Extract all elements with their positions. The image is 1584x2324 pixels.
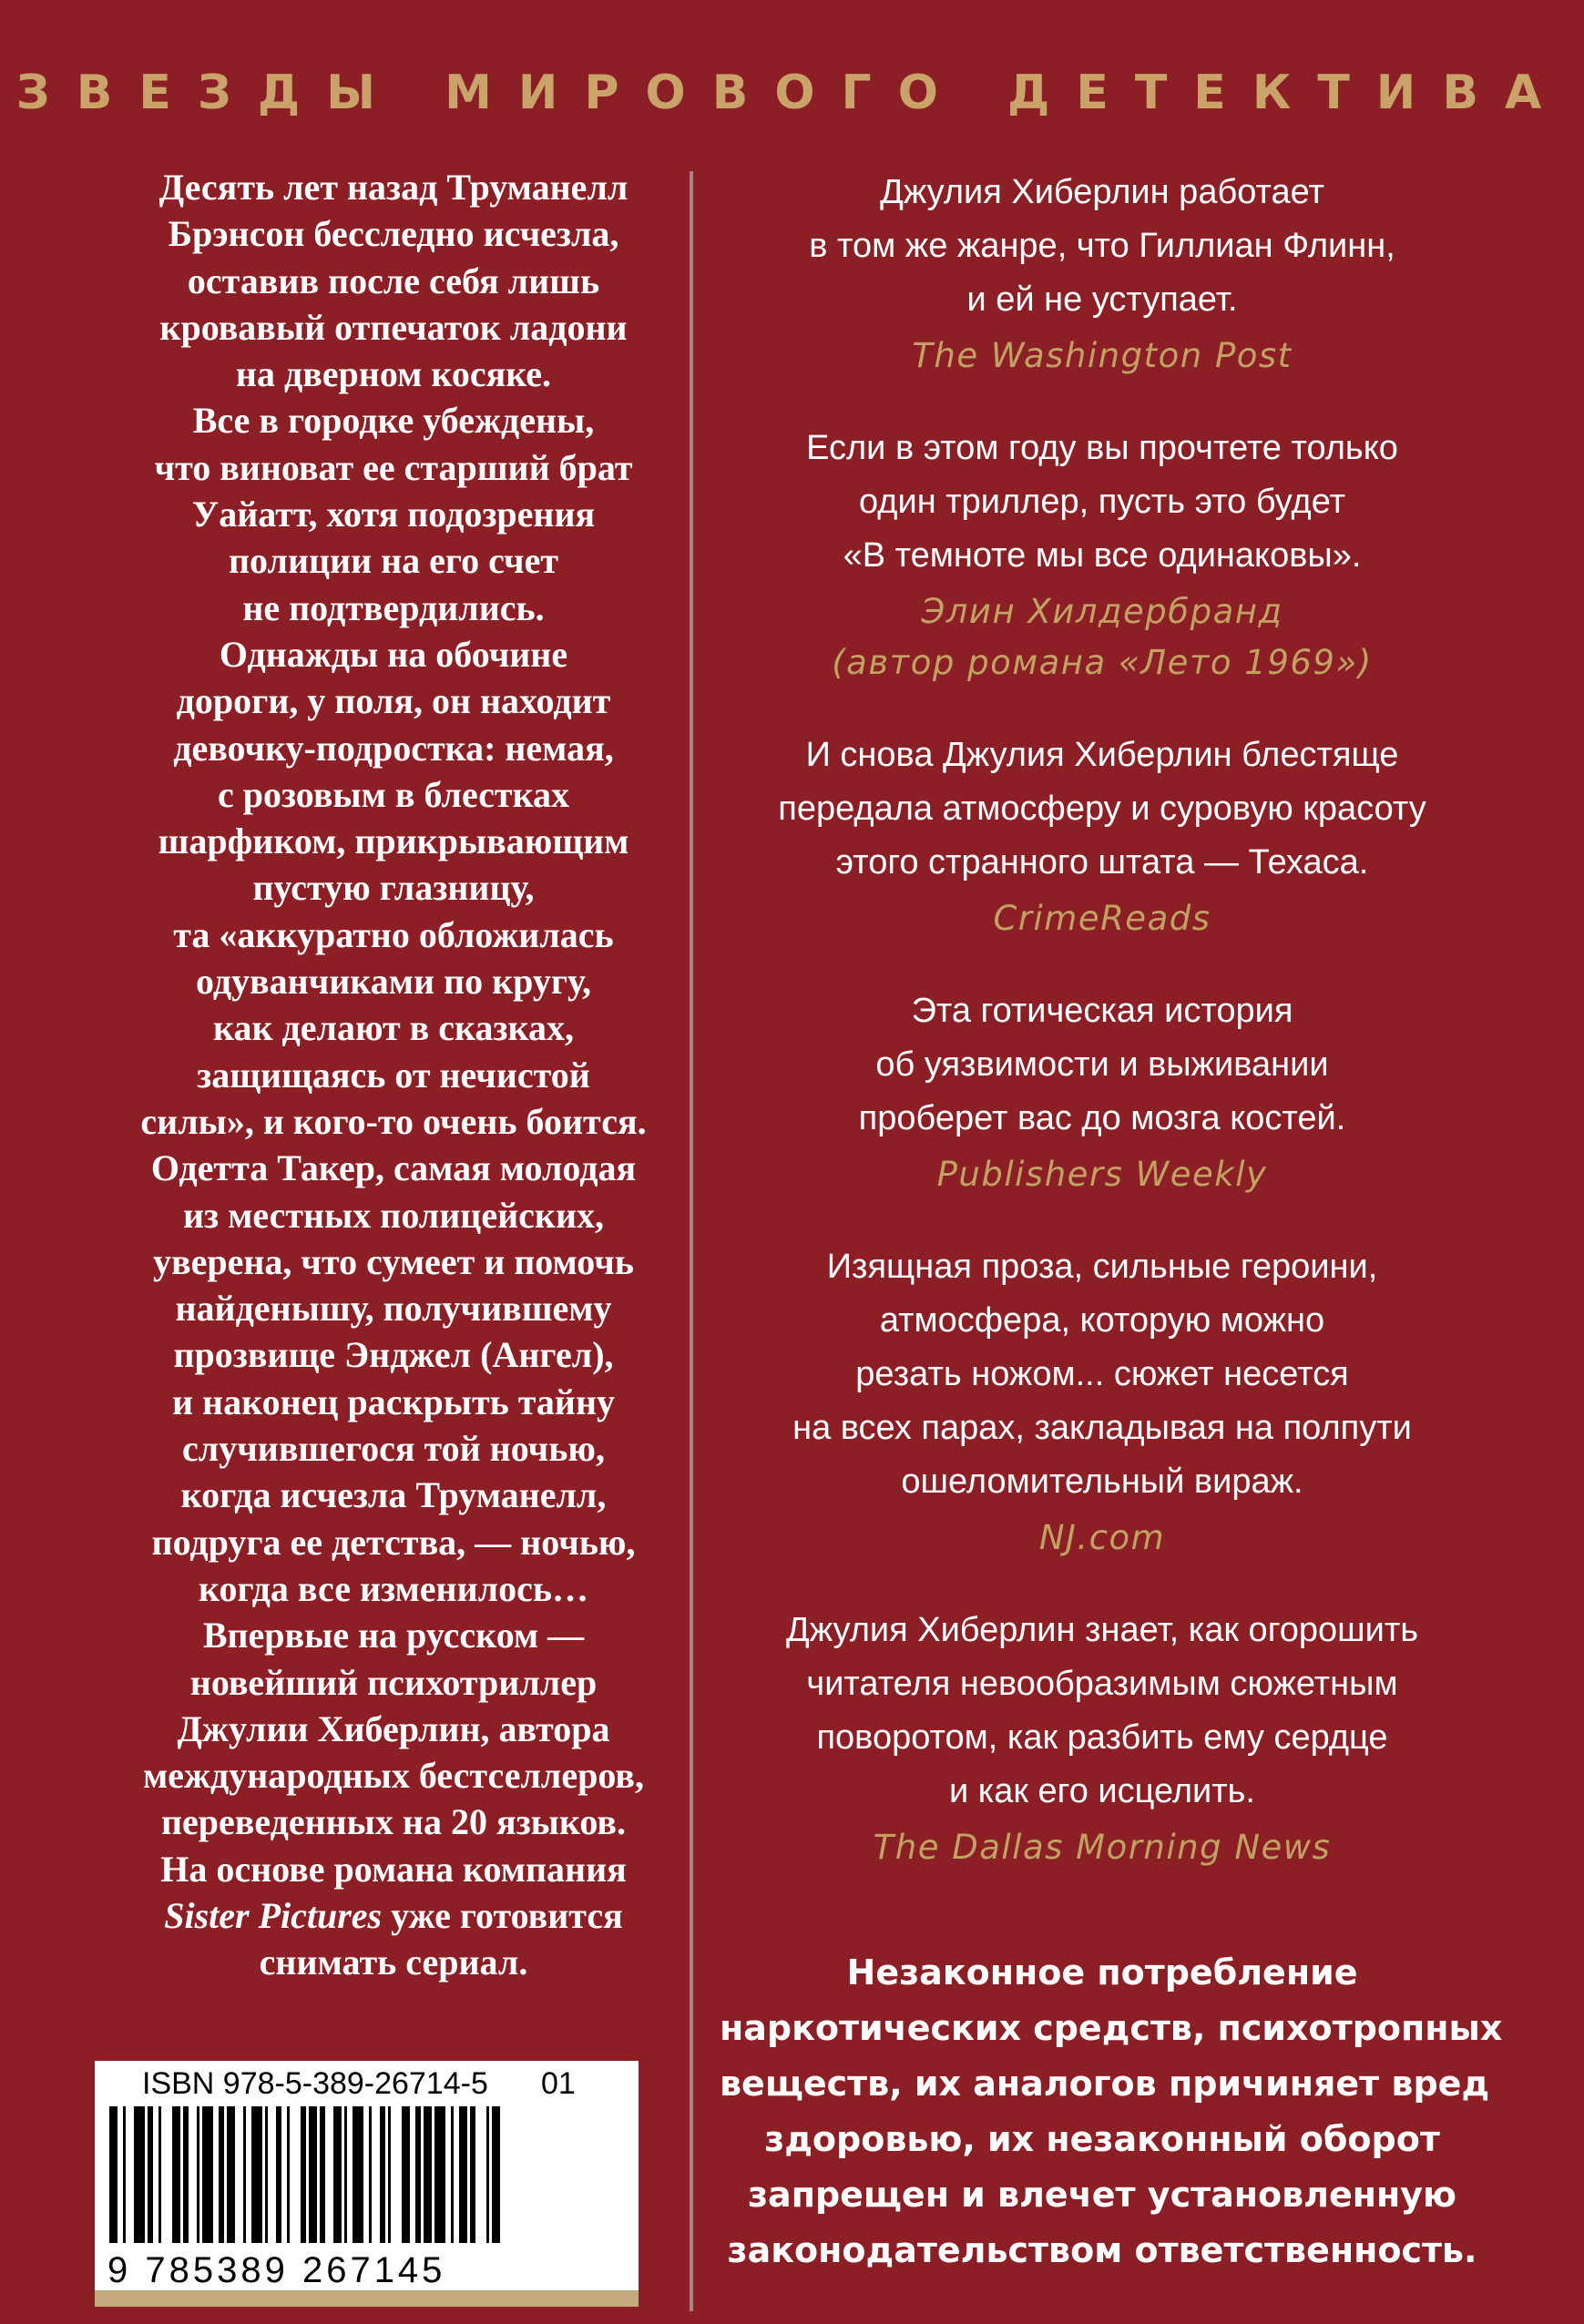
barcode-bar — [424, 2106, 432, 2243]
annotation-line: та «аккуратно обложилась — [173, 913, 614, 955]
barcode-bar — [388, 2106, 391, 2243]
barcode-bar — [451, 2106, 454, 2243]
book-annotation — [84, 164, 703, 1986]
annotation-line: что виноват ее старший брат — [154, 446, 633, 488]
barcode-bar — [309, 2106, 317, 2243]
annotation-line: защищаясь от нечистой — [197, 1054, 590, 1096]
review-block — [720, 166, 1485, 382]
annotation-line: переведенных на 20 языков. — [160, 1801, 627, 1843]
annotation-line: Брэнсон бесследно исчезла, — [168, 213, 619, 255]
warning-line: законодательством ответственность. — [727, 2230, 1477, 2270]
review-quote — [720, 422, 1485, 583]
review-line: Джулия Хиберлин знает, как огорошить — [785, 1611, 1419, 1649]
annotation-line: новейший психотриллер — [189, 1661, 598, 1703]
review-source-line: The Dallas Morning News — [873, 1828, 1332, 1867]
barcode-bar — [219, 2106, 224, 2243]
annotation-line: девочку-подростка: немая, — [173, 727, 614, 769]
barcode-bar — [148, 2106, 153, 2243]
barcode-bar — [202, 2106, 213, 2243]
review-line: передала атмосферу и суровую красоту — [778, 790, 1426, 828]
review-quote — [720, 984, 1485, 1146]
barcode-bar — [486, 2106, 489, 2243]
isbn-number: ISBN 978-5-389-26714-5 — [142, 2066, 488, 2101]
annotation-line: международных бестселлеров, — [143, 1755, 644, 1797]
review-block — [720, 1604, 1485, 1873]
barcode-bar — [123, 2106, 126, 2243]
barcode-bar — [109, 2106, 118, 2243]
annotation-line: случившегося той ночью, — [182, 1428, 605, 1470]
review-line: Эта готическая история — [911, 992, 1293, 1030]
barcode-bar — [243, 2106, 246, 2243]
review-source — [720, 1822, 1485, 1873]
annotation-line: кровавый отпечаток ладони — [159, 306, 628, 348]
annotation-line: силы», и кого-то очень боится. — [140, 1100, 647, 1142]
barcode-bar — [287, 2106, 290, 2243]
annotation-line — [84, 1892, 703, 1939]
review-block — [720, 984, 1485, 1200]
annotation-line: прозвище Энджел (Ангел), — [173, 1334, 614, 1376]
review-quote — [720, 1240, 1485, 1509]
review-line: один триллер, пусть это будет — [859, 483, 1345, 521]
warning-line: Незаконное потребление — [846, 1952, 1358, 1993]
review-block — [720, 1240, 1485, 1564]
annotation-line: Впервые на русском — — [202, 1615, 585, 1656]
review-source — [720, 1149, 1485, 1200]
barcode-bar — [265, 2106, 268, 2243]
review-source — [720, 331, 1485, 382]
review-source-line: (автор романа «Лето 1969») — [832, 643, 1373, 682]
review-quote — [720, 1604, 1485, 1819]
annotation-line: из местных полицейских, — [183, 1194, 604, 1236]
review-line: И снова Джулия Хиберлин блестяще — [805, 736, 1399, 774]
barcode-addon: 01 — [541, 2066, 576, 2101]
review-line: в том же жанре, что Гиллиан Флинн, — [809, 227, 1395, 265]
annotation-line: Джулии Хиберлин, автора — [177, 1707, 610, 1749]
review-line: Джулия Хиберлин работает — [880, 173, 1324, 211]
review-source-line: Publishers Weekly — [936, 1155, 1268, 1194]
review-line: поворотом, как разбить ему сердце — [816, 1718, 1388, 1757]
barcode-bar — [492, 2106, 500, 2243]
warning-line: веществ, их аналогов причиняет вред — [720, 2064, 1490, 2104]
annotation-line: уверена, что сумеет и помочь — [153, 1240, 634, 1282]
review-line: Если в этом году вы прочтете только — [806, 429, 1398, 467]
annotation-line: не подтвердились. — [242, 586, 545, 628]
review-line: и как его исцелить. — [948, 1772, 1255, 1810]
annotation-line: на дверном косяке. — [235, 353, 552, 395]
review-line: и ей не уступает. — [966, 280, 1238, 319]
barcode-bar — [301, 2106, 306, 2243]
annotation-line: одуванчиками по кругу, — [195, 961, 592, 1003]
barcode-bar — [134, 2106, 145, 2243]
annotation-line: Десять лет назад Труманелл — [158, 167, 628, 208]
review-block — [720, 422, 1485, 688]
annotation-line: Уайатт, хотя подозрения — [191, 494, 596, 535]
warning-line: здоровью, их незаконный оборот — [764, 2119, 1440, 2159]
film-company: Sister Pictures — [164, 1894, 383, 1936]
barcode-bar — [402, 2106, 410, 2243]
annotation-line: оставив после себя лишь — [187, 260, 600, 301]
review-source-line: NJ.com — [1038, 1518, 1166, 1557]
barcode-bar — [459, 2106, 467, 2243]
review-quote — [720, 729, 1485, 890]
barcode-bar — [415, 2106, 421, 2243]
warning-line: наркотических средств, психотропных — [720, 2008, 1503, 2048]
annotation-line: дороги, у поля, он находит — [176, 680, 611, 722]
barcode-icon — [107, 2106, 627, 2252]
review-line: этого странного штата — Техаса. — [835, 843, 1369, 882]
review-line: на всех парах, закладывая на полпути — [792, 1409, 1412, 1447]
annotation-line: подруга ее детства, — ночью, — [151, 1521, 636, 1563]
review-block — [720, 729, 1485, 944]
barcode-bar — [183, 2106, 189, 2243]
health-warning — [720, 1945, 1503, 2278]
review-line: резать ножом... сюжет несется — [855, 1355, 1349, 1393]
barcode-bar — [434, 2106, 445, 2243]
annotation-line: Одетта Такер, самая молодая — [150, 1147, 637, 1189]
review-source — [720, 586, 1485, 688]
review-line: ошеломительный вираж. — [901, 1463, 1303, 1501]
annotation-line: полиции на его счет — [228, 540, 559, 582]
review-source — [720, 1513, 1485, 1564]
review-line: «В темноте мы все одинаковы». — [843, 536, 1362, 575]
review-source — [720, 893, 1485, 944]
barcode-bar — [344, 2106, 347, 2243]
review-line: читателя невообразимым сюжетным — [806, 1665, 1398, 1703]
reviews-column — [720, 166, 1485, 1913]
ean-digits: 9 785389 267145 — [107, 2250, 446, 2290]
review-line: атмосфера, которую можно — [879, 1301, 1325, 1340]
annotation-line: Однажды на обочине — [219, 633, 568, 675]
barcode-bar — [369, 2106, 372, 2243]
barcode-bar — [251, 2106, 262, 2243]
review-line: Изящная проза, сильные героини, — [826, 1248, 1378, 1286]
barcode-bar — [227, 2106, 235, 2243]
review-line: об уязвимости и выживании — [875, 1045, 1329, 1084]
review-source-line: Элин Хилдербранд — [921, 592, 1283, 631]
annotation-line: найденышу, получившему — [175, 1288, 612, 1330]
column-divider — [690, 171, 693, 2311]
barcode-bar — [158, 2106, 161, 2243]
barcode-bar — [380, 2106, 385, 2243]
annotation-line: когда все изменилось… — [198, 1567, 588, 1609]
annotation-line: когда исчезла Труманелл, — [180, 1474, 607, 1516]
review-source-line: The Washington Post — [912, 336, 1293, 375]
review-quote — [720, 166, 1485, 327]
annotation-line: Все в городке убеждены, — [192, 400, 595, 442]
barcode-bar — [333, 2106, 342, 2243]
warning-line: запрещен и влечет установленную — [747, 2175, 1457, 2215]
review-source-line: CrimeReads — [993, 899, 1211, 938]
barcode-bar — [470, 2106, 475, 2243]
barcode-bar — [353, 2106, 363, 2243]
annotation-line: пустую глазницу, — [252, 867, 535, 909]
annotation-line: шарфиком, прикрывающим — [158, 821, 629, 862]
annotation-line: как делают в сказках, — [213, 1007, 574, 1049]
barcode-label — [95, 2061, 639, 2307]
annotation-line: и наконец раскрыть тайну — [171, 1381, 615, 1422]
review-line: проберет вас до мозга костей. — [858, 1099, 1346, 1137]
annotation-fragment: уже готовится — [382, 1894, 623, 1936]
barcode-bar — [172, 2106, 180, 2243]
series-title: ЗВЕЗДЫ МИРОВОГО ДЕТЕКТИВА — [15, 66, 1569, 120]
annotation-line: снимать сериал. — [259, 1942, 528, 1983]
barcode-bar — [276, 2106, 281, 2243]
barcode-bar — [320, 2106, 325, 2243]
annotation-line: На основе романа компания — [160, 1848, 627, 1890]
annotation-line: с розовым в блестках — [217, 773, 570, 815]
barcode-bar — [197, 2106, 199, 2243]
